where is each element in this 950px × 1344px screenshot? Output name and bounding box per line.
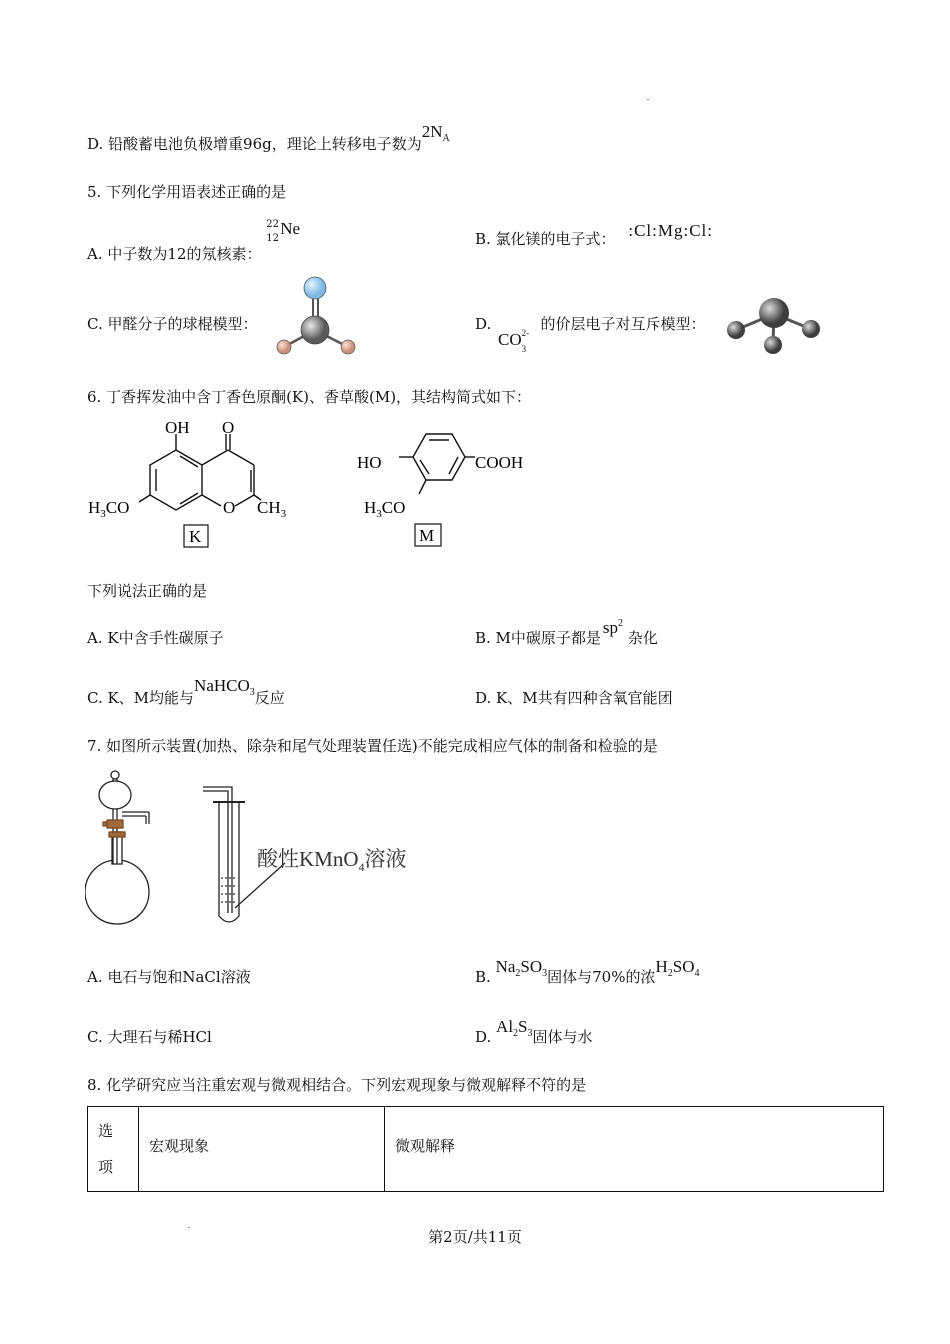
q4-option-d-text: D. 铅酸蓄电池负极增重96g，理论上转移电子数为: [87, 135, 422, 153]
k-ch3-label: $CH_3$: [257, 498, 287, 520]
header-micro: 微观解释: [385, 1107, 884, 1192]
ne-nuclide: 22 12 Ne: [266, 219, 301, 244]
q7-option-b: B. $Na_2SO_3$固体与70%的浓$H_2SO_4$: [475, 957, 700, 986]
q7-option-d: D. $Al_2S_3$固体与水: [475, 1017, 593, 1046]
q7-stem: 7. 如图所示装置(加热、除杂和尾气处理装置任选)不能完成相应气体的制备和检验的是: [87, 737, 658, 755]
hydrogen-atom-right: [341, 340, 355, 354]
stopcock: [107, 820, 123, 828]
central-atom: [759, 298, 789, 328]
oxygen-atom: [304, 277, 326, 299]
q8-table: [87, 1106, 884, 1192]
q7-option-c: C. 大理石与稀HCl: [87, 1028, 212, 1046]
m-ho-label: HO: [357, 453, 382, 472]
q8-stem: 8. 化学研究应当注重宏观与微观相结合。下列宏观现象与微观解释不符的是: [87, 1076, 587, 1094]
kmno4-label: 酸性KMnO$_4$溶液: [257, 847, 407, 874]
outer-atom-left: [727, 321, 745, 339]
q5-option-c: C. 甲醛分子的球棍模型：: [87, 315, 258, 333]
m-tag: M: [419, 526, 435, 545]
q6-option-b: B. M中碳原子都是$sp^2$ 杂化: [475, 618, 658, 647]
scan-dot: [647, 99, 649, 100]
q6-prompt: 下列说法正确的是: [87, 582, 208, 600]
q6-stem: 6. 丁香挥发油中含丁香色原酮(K)、香草酸(M)，其结构简式如下：: [87, 388, 532, 406]
k-tag: K: [189, 527, 202, 546]
page-footer: 第2页/共11页: [428, 1228, 522, 1246]
k-carbonyl-o-label: O: [222, 418, 235, 437]
vsepr-model: [722, 296, 826, 358]
nahco3-formula: NaHCO$_3$: [194, 676, 255, 698]
q6-option-c: C. K、M均能与NaHCO$_3$反应: [87, 676, 285, 707]
h2so4-formula: $H_2SO_4$: [655, 957, 700, 979]
compound-m-structure: [355, 420, 545, 552]
formaldehyde-ball-stick-model: [270, 272, 365, 362]
outer-atom-right: [802, 320, 820, 338]
q4-option-d: [87, 122, 450, 157]
carbonate-ion: CO 2- 3: [498, 328, 530, 354]
q5-stem: 5. 下列化学用语表述正确的是: [87, 183, 287, 201]
flask-with-funnel: [85, 771, 149, 924]
compound-k-structure: [85, 412, 300, 552]
sp2-formula: $sp^2$: [602, 618, 624, 637]
q6-option-a: A. K中含手性碳原子: [87, 629, 224, 647]
q5-option-d: D. CO 2- 3 的价层电子对互斥模型：: [475, 315, 706, 354]
q5-option-b: B. 氯化镁的电子式： :Cl:Mg:Cl:: [475, 221, 713, 248]
table-header-row: [88, 1107, 884, 1192]
header-macro: 宏观现象: [139, 1107, 385, 1192]
na2so3-formula: $Na_2SO_3$: [495, 957, 548, 979]
outer-atom-bottom: [764, 336, 782, 354]
m-cooh-label: COOH: [475, 453, 524, 472]
al2s3-formula: $Al_2S_3$: [496, 1017, 533, 1039]
k-oh-label: OH: [165, 418, 190, 437]
q6-option-d: D. K、M共有四种含氧官能团: [475, 689, 673, 707]
q4-formula: $2N_A$: [421, 122, 450, 144]
q7-option-a: A. 电石与饱和NaCl溶液: [87, 968, 251, 986]
k-ring-o-label: O: [223, 498, 236, 517]
hydrogen-atom-left: [277, 340, 291, 354]
scan-dot: [188, 1227, 190, 1228]
q5-option-a: A. 中子数为12的氖核素： 22 12 Ne: [87, 229, 302, 264]
m-h3co-label: $H_3CO$: [364, 498, 406, 520]
mgcl2-electron-formula: :Cl:Mg:Cl:: [628, 221, 713, 240]
carbon-atom: [301, 316, 329, 344]
gas-apparatus-diagram: [85, 768, 425, 930]
k-h3co-label: $H_3CO$: [88, 498, 130, 520]
header-option: 选 项: [88, 1107, 139, 1192]
